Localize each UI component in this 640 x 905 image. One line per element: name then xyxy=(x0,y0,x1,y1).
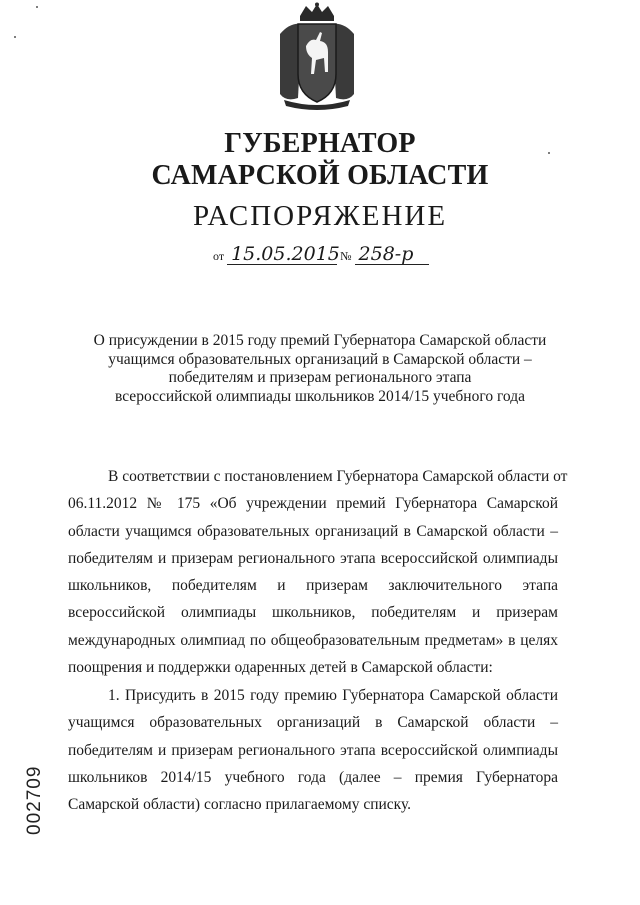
subject-line: всероссийской олимпиады школьников 2014/15 учебного года xyxy=(115,387,525,405)
subject-line: учащимся образовательных организаций в Самарской области – xyxy=(108,350,532,368)
paragraph-line: школьников 2014/15 учебного года (далее – премия Губернатора xyxy=(68,768,558,786)
paragraph-line: области учащимся образовательных организаций в Самарской области – xyxy=(68,522,558,540)
clause-1-paragraph xyxy=(68,682,558,818)
paragraph-line: 1. Присудить в 2015 году премию Губернатора Самарской области xyxy=(108,687,558,704)
subject-line: О присуждении в 2015 году премий Губернатора Самарской области xyxy=(93,332,547,349)
date-number-row xyxy=(213,244,429,268)
paragraph-line: поощрения и поддержки одаренных детей в Самарской области: xyxy=(68,659,493,677)
paragraph-line: Самарской области) согласно прилагаемому списку. xyxy=(68,796,412,814)
paragraph-line: победителям и призерам регионального этапа всероссийской олимпиады xyxy=(68,549,558,567)
paragraph-line: В соответствии с постановлением Губернатора Самарской области от xyxy=(108,468,568,485)
paragraph-line: победителям и призерам регионального этапа всероссийской олимпиады xyxy=(68,741,558,759)
preamble-paragraph xyxy=(68,463,568,681)
document-type: РАСПОРЯЖЕНИЕ xyxy=(192,200,448,232)
paragraph-line: международных олимпиад по общеобразовательным предметам» в целях xyxy=(68,631,558,649)
subject-line: победителям и призерам регионального этапа xyxy=(168,369,472,386)
side-registration-number: 002709 xyxy=(24,765,45,835)
samara-coat-of-arms-icon xyxy=(276,2,358,114)
paragraph-line: учащимся образовательных организаций в Самарской области – xyxy=(68,714,558,732)
number-value: 258-р xyxy=(355,244,429,265)
authority-title-line2: САМАРСКОЙ ОБЛАСТИ xyxy=(151,160,489,191)
number-label: № xyxy=(340,249,352,263)
paragraph-line: всероссийской олимпиады школьников, победителям и призерам xyxy=(68,604,558,622)
authority-title-line1: ГУБЕРНАТОР xyxy=(224,128,416,159)
document-subject xyxy=(40,332,600,406)
paragraph-line: 06.11.2012 № 175 «Об учреждении премий Губернатора Самарской xyxy=(68,495,558,513)
date-label: от xyxy=(213,249,225,263)
scan-speck xyxy=(548,152,550,154)
date-value: 15.05.2015 xyxy=(227,244,337,265)
paragraph-line: школьников, победителям и призерам заключительного этапа xyxy=(68,577,558,595)
scan-speck xyxy=(14,36,16,38)
scan-speck xyxy=(36,6,38,8)
